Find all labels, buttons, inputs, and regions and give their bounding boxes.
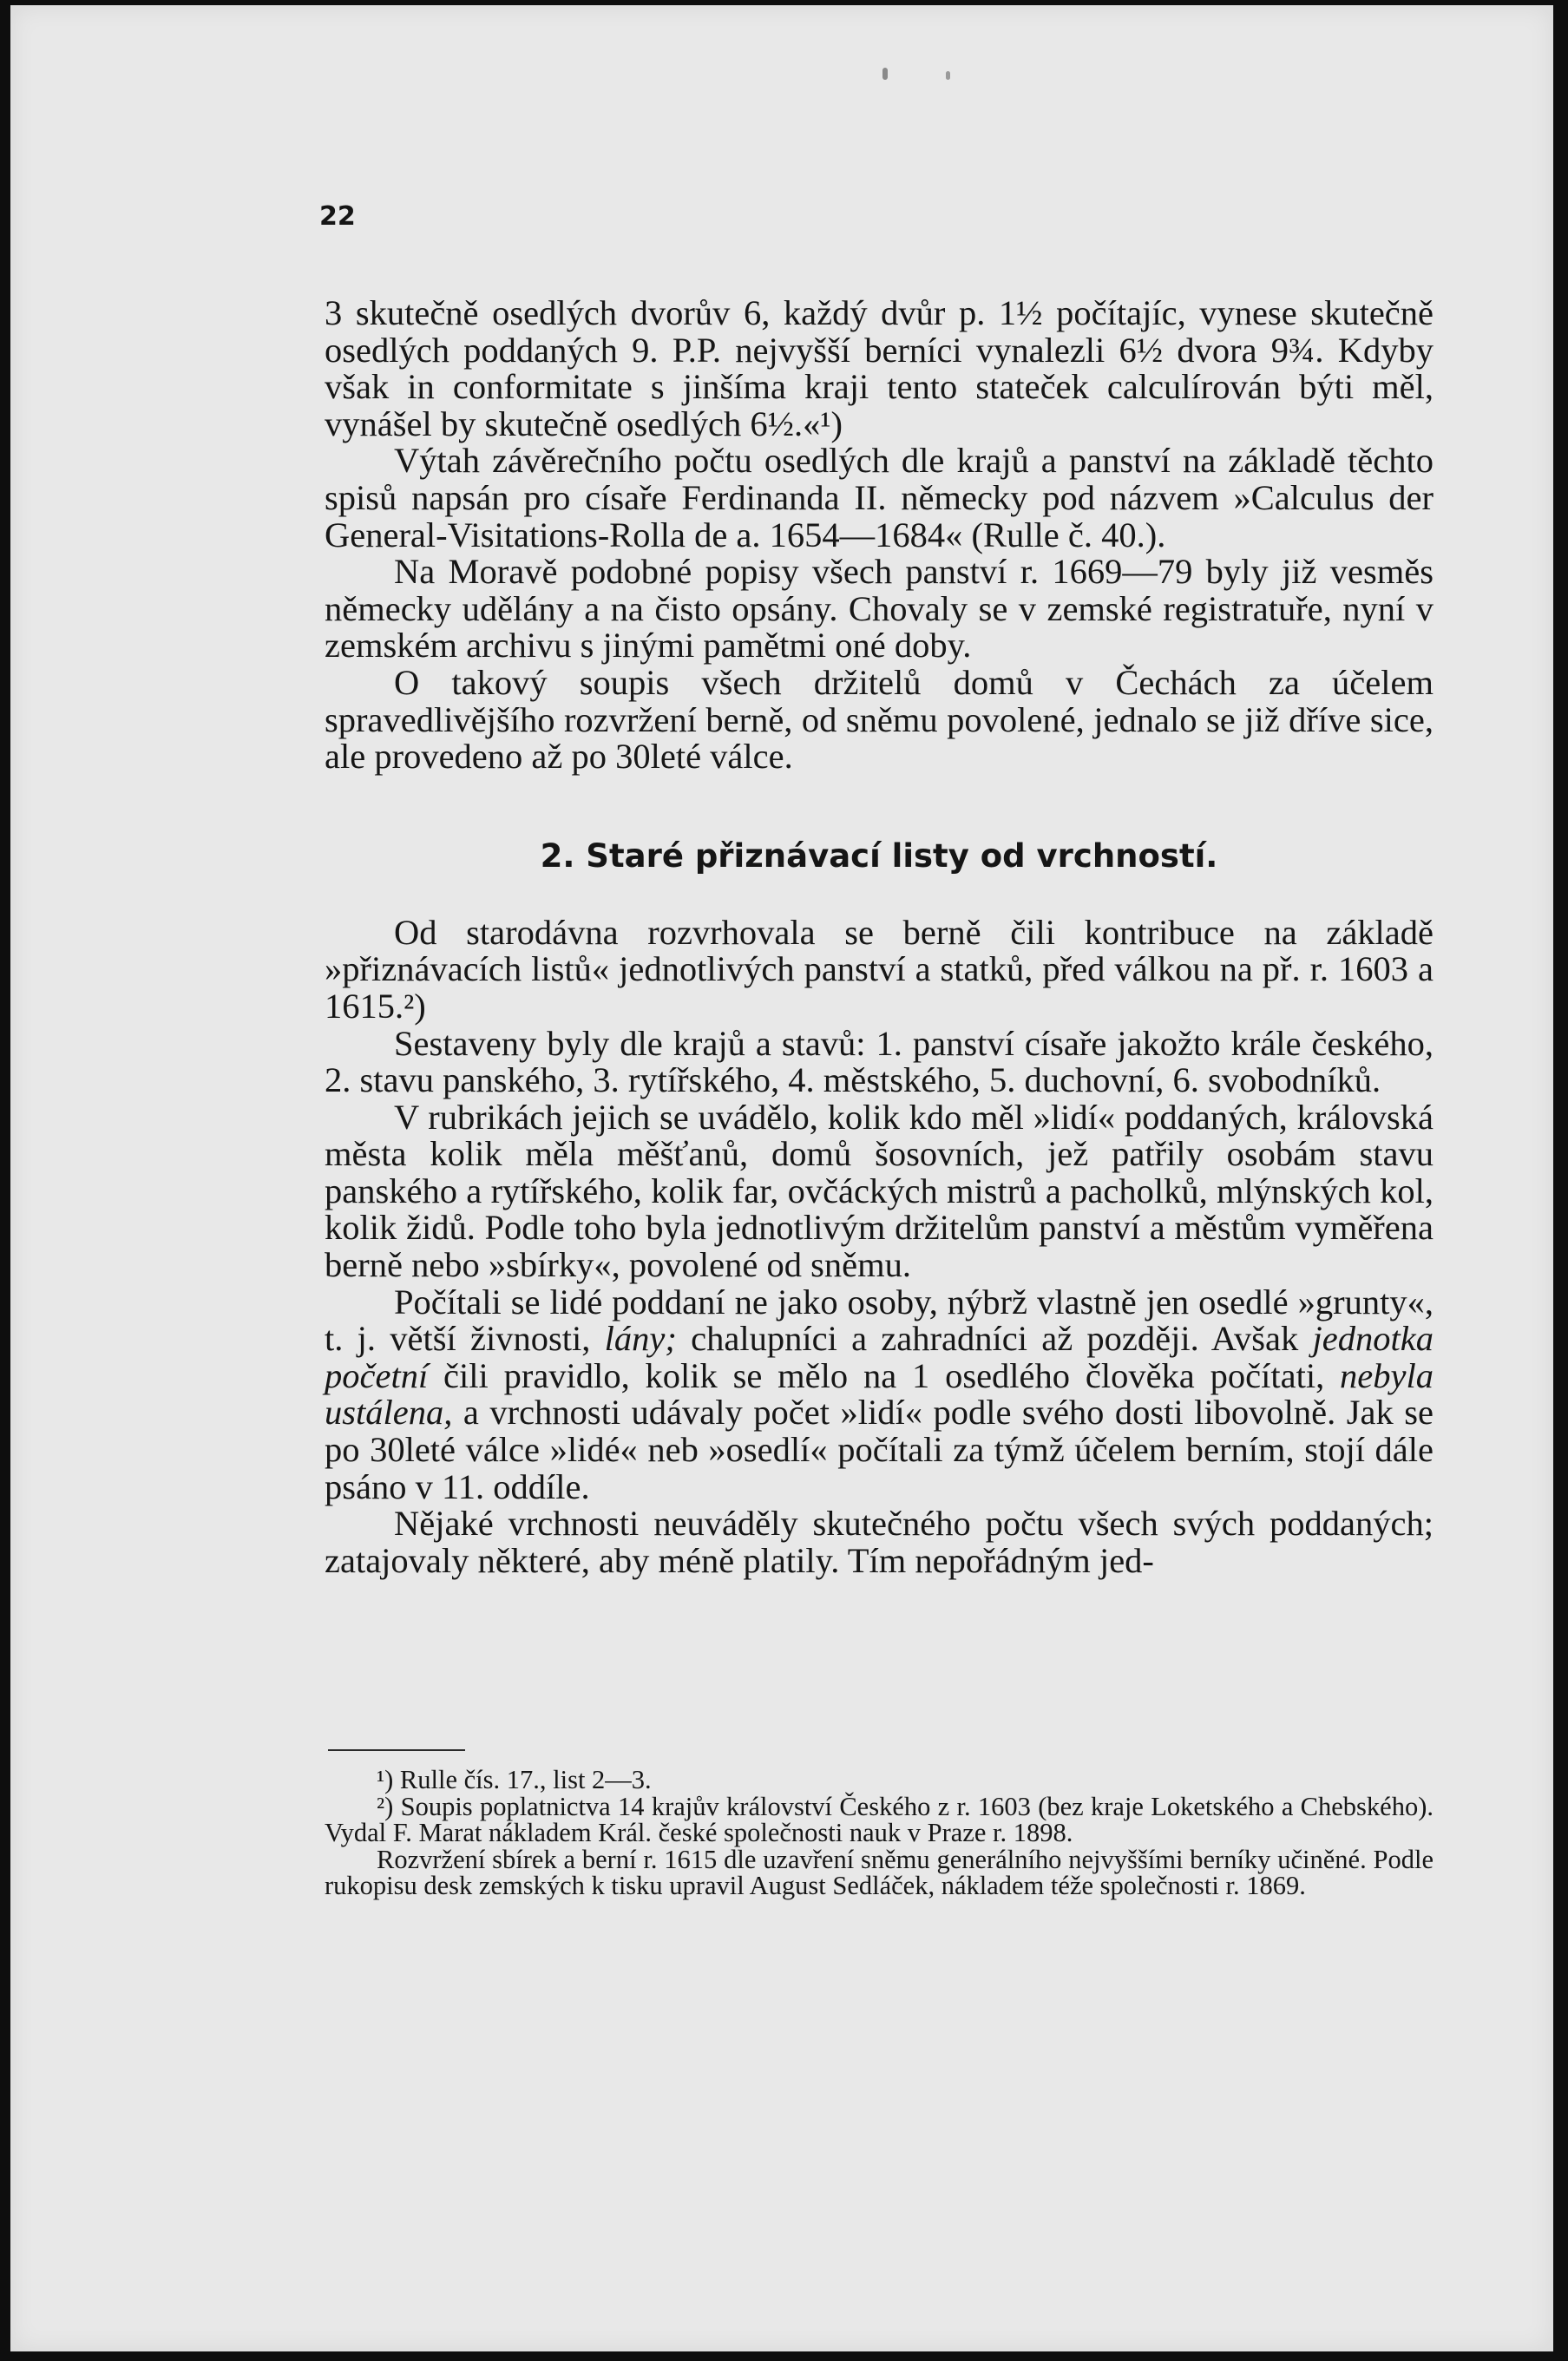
page-number: 22 [319, 201, 356, 232]
page-body [325, 295, 1434, 1579]
paragraph-rubrics: V rubrikách jejich se uvádělo, kolik kdo měl »lidí« poddaných, královská města kolik měla měšťanů, domů šosovních, jež patřily osobám stavu panského a rytířského, kolik far, ovčáckých mistrů a pacholků, mlýnských kol, kolik židů. Podle toho byla jednotlivým držitelům panství a městům vyměřena berně nebo »sbírky«, povolené od sněmu. [325, 1097, 1434, 1285]
paragraph-estates: Sestaveny byly dle krajů a stavů: 1. panství císaře jakožto krále českého, 2. stavu panského, 3. rytířského, 4. městského, 5. duchovní, 6. svobodníků. [325, 1023, 1434, 1100]
paragraph-concealment: Nějaké vrchnosti neuváděly skutečného počtu všech svých poddaných; zatajovaly některé, aby méně platily. Tím nepořádným jed- [325, 1504, 1434, 1580]
paper-speck [882, 68, 888, 80]
footnotes [325, 1767, 1434, 1899]
section-heading: 2. Staré přiznávací listy od vrchností. [540, 836, 1218, 875]
footnote-separator [328, 1749, 465, 1751]
census-text-2: chalupníci a zahradníci až později. Avšak [676, 1319, 1313, 1359]
paragraph-moravia: Na Moravě podobné popisy všech panství r. 1669—79 byly již vesměs německy udělány a na čisto opsány. Chovaly se v zemské registratuře, nyní v zemském archivu s jinými pamětmi oné doby. [325, 552, 1434, 666]
census-text-3: čili pravidlo, kolik se mělo na 1 osedlého člověka počítati, [428, 1355, 1341, 1395]
footnote-2-continued: Rozvržení sbírek a berní r. 1615 dle uzavření sněmu generálního nejvyššími berníky učiněné. Podle rukopisu desk zemských k tisku upravil August Sedláček, nákladem téže společnosti r. 1869. [325, 1844, 1434, 1901]
paragraph-calculus: Výtah závěrečního počtu osedlých dle krajů a panství na základě těchto spisů napsán pro císaře Ferdinanda II. německy pod názvem »Calculus der General-Visitations-Rolla de a. 1654—1684« (Rulle č. 40.). [325, 441, 1434, 554]
paragraph-continued: 3 skutečně osedlých dvorův 6, každý dvůr p. 1½ počítajíc, vynese skutečně osedlých poddaných 9. P.P. nejvyšší berníci vynalezli 6½ dvora 9¾. Kdyby však in conformitate s jinšíma kraji tento stateček calculírován býti měl, vynášel by skutečně osedlých 6½.«¹) [325, 293, 1434, 443]
paragraph-survey: O takový soupis všech držitelů domů v Čechách za účelem spravedlivějšího rozvržení berně, od sněmu povolené, jednalo se již dříve sice, ale provedeno až po 30leté válce. [325, 662, 1434, 777]
census-emphasis-unit: jednotka početní [325, 1319, 1434, 1395]
census-text-4: a vrchnosti udávaly počet »lidí« podle svého dosti libovolně. Jak se po 30leté válce »lidé« neb »osedlí« počítali za týmž účelem berním, stojí dále psáno v 11. oddíle. [325, 1393, 1434, 1506]
paragraph-contribution: Od starodávna rozvrhovala se berně čili kontribuce na základě »přiznávacích listů« jednotlivých panství a statků, před válkou na př. r. 1603 a 1615.²) [325, 912, 1434, 1026]
census-text-1: Počítali se lidé poddaní ne jako osoby, nýbrž vlastně jen osedlé »grunty«, t. j. větší živnosti, [325, 1282, 1434, 1359]
paper-speck [946, 71, 950, 80]
footnote-2: ²) Soupis poplatnictva 14 krajův království Českého z r. 1603 (bez kraje Loketského a Chebského). Vydal F. Marat nákladem Král. české společnosti nauk v Praze r. 1898. [325, 1791, 1434, 1848]
census-emphasis-lany: lány; [604, 1319, 677, 1359]
census-emphasis-unstable: nebyla ustálena, [325, 1355, 1434, 1433]
paragraph-census [325, 1284, 1434, 1506]
footnote-1: ¹) Rulle čís. 17., list 2—3. [377, 1765, 652, 1794]
